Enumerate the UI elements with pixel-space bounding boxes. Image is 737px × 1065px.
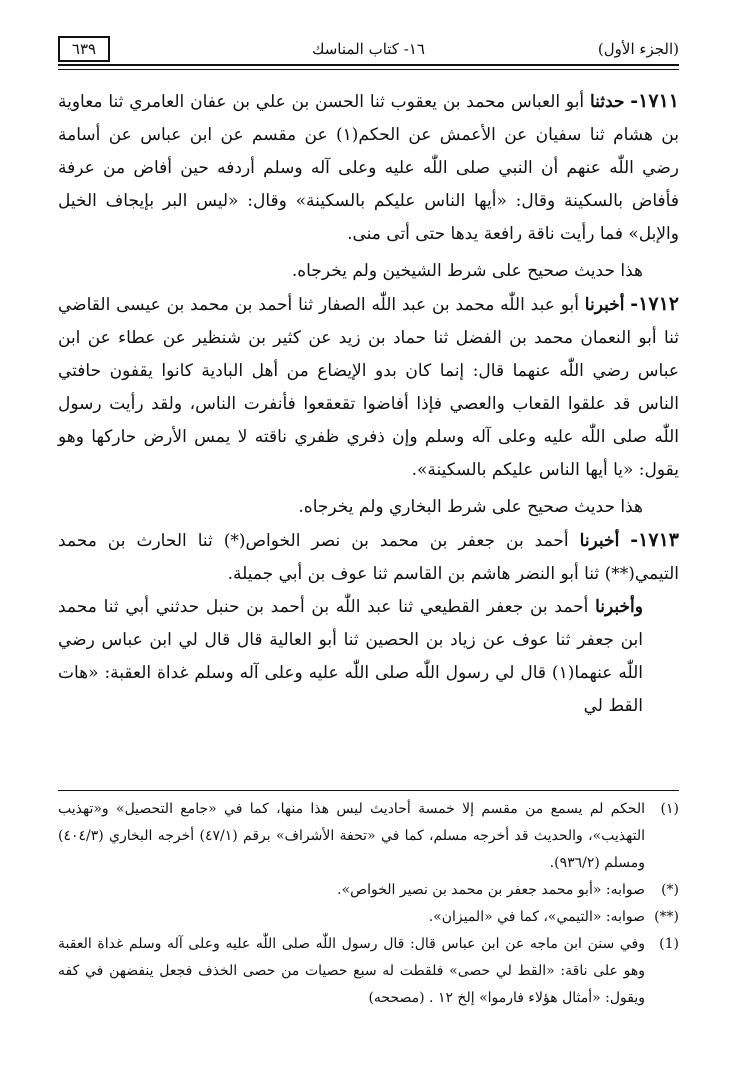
hadith-1711	[58, 85, 679, 251]
hadith-keyword: أخبرنا	[579, 531, 620, 551]
footnote-rule	[58, 790, 679, 791]
chapter-title: ١٦- كتاب المناسك	[312, 40, 425, 58]
hadith-number: ١٧١٣-	[630, 529, 679, 551]
footnote	[58, 904, 679, 931]
hadith-1713	[58, 524, 679, 591]
hadith-number: ١٧١١-	[630, 90, 679, 112]
volume-label: (الجزء الأول)	[597, 40, 679, 58]
running-header	[58, 34, 679, 64]
main-text	[58, 85, 679, 723]
hadith-text: أحمد بن جعفر القطيعي ثنا عبد اللّٰه بن أحمد بن حنبل حدثني أبي ثنا محمد ابن جعفر ثنا عوف عن زياد بن الحصين ثنا أبو العالية قال قال لي ابن عباس رضي اللّٰه عنهما(١) قال لي رسول اللّٰه صلى اللّٰه عليه وعلى آله وسلم غداة العقبة: «هات القط لي	[58, 597, 643, 716]
footnote	[58, 931, 679, 1012]
footnote-mark: (1)	[659, 936, 679, 952]
header-rule-thin	[58, 69, 679, 70]
header-rule-thick	[58, 64, 679, 66]
page-number: ٦٣٩	[58, 36, 110, 62]
hadith-1712	[58, 288, 679, 487]
footnote-mark: (*)	[661, 882, 679, 898]
footnote-text: صوابه: «أبو محمد جعفر بن محمد بن نصير الخواص».	[337, 882, 645, 898]
footnote-mark: (١)	[660, 801, 679, 817]
hadith-number: ١٧١٢-	[630, 293, 679, 315]
footnote-mark: (**)	[654, 909, 679, 925]
footnotes	[58, 796, 679, 1012]
hadith-keyword: أخبرنا	[584, 295, 625, 315]
footnote	[58, 877, 679, 904]
footnote-text: الحكم لم يسمع من مقسم إلا خمسة أحاديث ليس هذا منها، كما في «جامع التحصيل» و«تهذيب التهذيب»، والحديث قد أخرجه مسلم، كما في «تحفة الأشراف» برقم (٤٧/١) أخرجه البخاري (٤٠٤/٣) ومسلم (٩٣٦/٢).	[58, 801, 645, 871]
hadith-text: أبو عبد اللّٰه محمد بن عبد اللّٰه الصفار ثنا أحمد بن محمد بن عيسى القاضي ثنا أبو النعمان محمد بن الفضل ثنا حماد بن زيد عن كثير بن شنظير عن عطاء عن ابن عباس رضي اللّٰه عنهما قال: إنما كان بدو الإيضاع من أهل البادية كانوا يقفون حافتي الناس قد علقوا القعاب والعصي فإذا أفاضوا تقعقعوا فأنفرت الناس، ولقد رأيت رسول اللّٰه صلى اللّٰه عليه وعلى آله وسلم وإن ذفري ظفري ناقته لا يمس الأرض حاركها وهو يقول: «يا أيها الناس عليكم بالسكينة».	[58, 295, 679, 480]
hadith-keyword: وأخبرنا	[595, 597, 643, 617]
grading-note: هذا حديث صحيح على شرط الشيخين ولم يخرجاه.	[291, 261, 643, 281]
hadith-continuation	[58, 591, 679, 723]
hadith-keyword: حدثنا	[589, 92, 625, 112]
footnote-text: صوابه: «التيمي»، كما في «الميزان».	[428, 909, 645, 925]
footnote-text: وفي سنن ابن ماجه عن ابن عباس قال: قال رسول اللّٰه صلى اللّٰه عليه وعلى آله وسلم غداة العقبة وهو على ناقة: «القط لي حصى» فلقطت له سبع حصيات من حصى الخذف فجعل ينفضهن في كفه ويقول: «أمثال هؤلاء فارموا» إلخ ١٢ . (مصححه)	[58, 936, 645, 1006]
hadith-text: أحمد بن جعفر بن محمد بن نصر الخواص(*) ثنا الحارث بن محمد التيمي(**) ثنا أبو النضر هاشم بن القاسم ثنا عوف بن أبي جميلة.	[58, 531, 679, 584]
grading-note: هذا حديث صحيح على شرط البخاري ولم يخرجاه.	[298, 497, 643, 517]
hadith-text: أبو العباس محمد بن يعقوب ثنا الحسن بن علي بن عفان العامري ثنا معاوية بن هشام ثنا سفيان عن الأعمش عن الحكم(١) عن مقسم عن ابن عباس عن أسامة رضي اللّٰه عنهم أن النبي صلى اللّٰه عليه وعلى آله وسلم أردفه حين أفاض من عرفة فأفاض بالسكينة وقال: «أيها الناس عليكم بالسكينة» وقال: «ليس البر بإيجاف الخيل والإبل» فما رأيت ناقة رافعة يدها حتى أتى منى.	[58, 92, 679, 244]
footnote	[58, 796, 679, 877]
